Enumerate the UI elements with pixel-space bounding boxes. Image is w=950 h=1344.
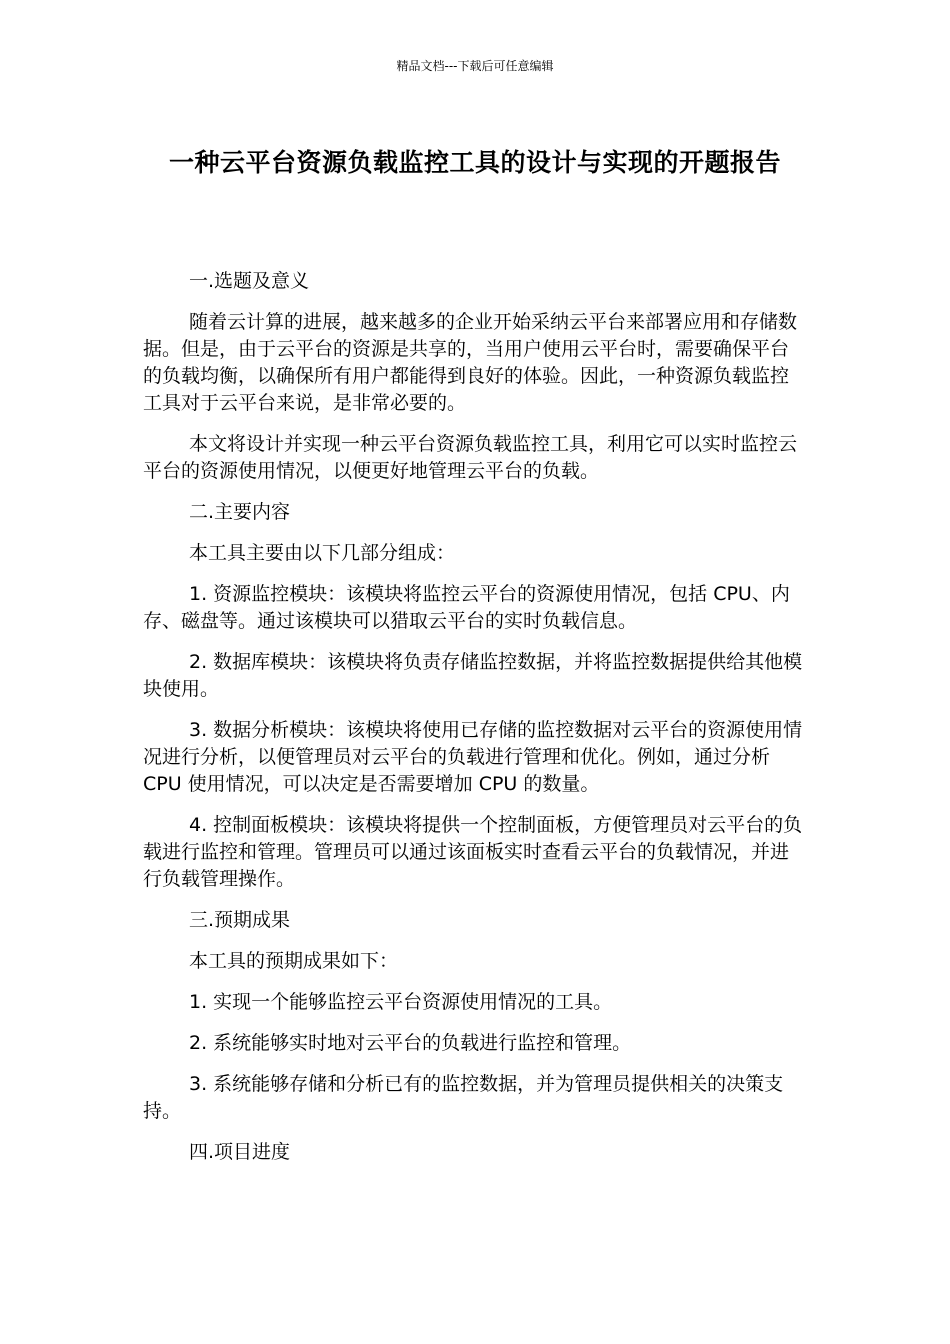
list-item-result-2: 2. 系统能够实时地对云平台的负载进行监控和管理。 xyxy=(189,1032,632,1054)
section-heading-results: 三.预期成果 xyxy=(189,909,291,931)
header-note: 精品文档---下载后可任意编辑 xyxy=(396,59,554,73)
list-item-database: 2. 数据库模块：该模块将负责存储监控数据，并将监控数据提供给其他模块使用。 xyxy=(143,651,803,700)
list-item-data-analysis: 3. 数据分析模块：该模块将使用已存储的监控数据对云平台的资源使用情况进行分析，以便管理员对云平台的负载进行管理和优化。例如，通过分析 CPU 使用情况，可以决定是否需要增加 CPU 的数量。 xyxy=(143,719,803,795)
section-heading-topic: 一.选题及意义 xyxy=(189,270,310,292)
list-item-resource-monitor: 1. 资源监控模块：该模块将监控云平台的资源使用情况，包括 CPU、内存、磁盘等。通过该模块可以猎取云平台的实时负载信息。 xyxy=(143,583,790,632)
paragraph-purpose: 本文将设计并实现一种云平台资源负载监控工具，利用它可以实时监控云平台的资源使用情况，以便更好地管理云平台的负载。 xyxy=(143,433,798,482)
list-item-result-1: 1. 实现一个能够监控云平台资源使用情况的工具。 xyxy=(189,991,613,1013)
document-body xyxy=(143,268,807,1180)
paragraph-components-intro: 本工具主要由以下几部分组成： xyxy=(189,542,456,564)
document-title: 一种云平台资源负载监控工具的设计与实现的开题报告 xyxy=(168,148,781,177)
paragraph-results-intro: 本工具的预期成果如下： xyxy=(189,950,399,972)
section-heading-content: 二.主要内容 xyxy=(189,501,291,523)
paragraph-background: 随着云计算的进展，越来越多的企业开始采纳云平台来部署应用和存储数据。但是，由于云平台的资源是共享的，当用户使用云平台时，需要确保平台的负载均衡，以确保所有用户都能得到良好的体验。因此，一种资源负载监控工具对于云平台来说，是非常必要的。 xyxy=(143,311,798,414)
section-heading-schedule: 四.项目进度 xyxy=(189,1141,291,1163)
list-item-control-panel: 4. 控制面板模块：该模块将提供一个控制面板，方便管理员对云平台的负载进行监控和管理。管理员可以通过该面板实时查看云平台的负载情况，并进行负载管理操作。 xyxy=(143,814,803,890)
list-item-result-3: 3. 系统能够存储和分析已有的监控数据，并为管理员提供相关的决策支持。 xyxy=(143,1073,784,1122)
